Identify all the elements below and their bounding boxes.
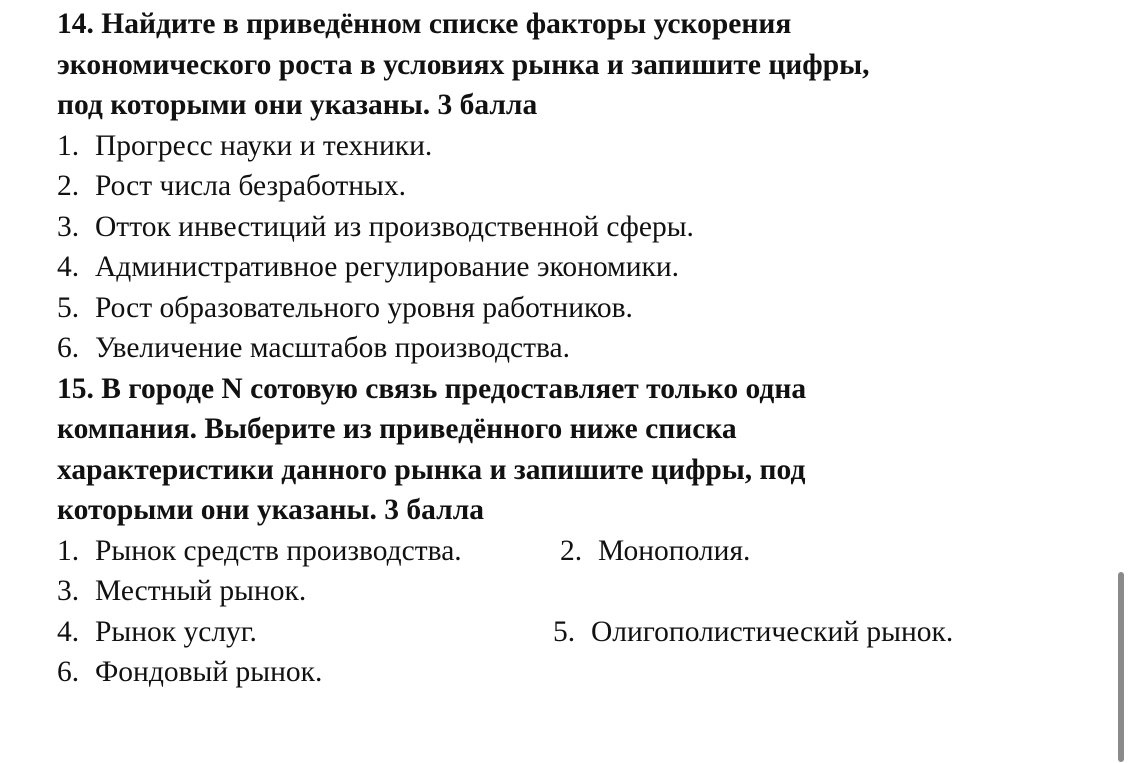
question-15-option — [57, 535, 462, 567]
option-number: 2. — [57, 170, 80, 202]
question-14-title-line: 14. Найдите в приведённом списке факторы ускорения — [57, 8, 792, 40]
option-number: 4. — [57, 251, 80, 283]
question-15-options — [57, 531, 1117, 693]
option-text: Увеличение масштабов производства. — [95, 332, 571, 364]
option-number: 3. — [57, 575, 80, 607]
question-14-title-line: под которыми они указаны. 3 балла — [57, 89, 538, 121]
question-15-title — [57, 369, 1117, 531]
question-15-option — [57, 656, 322, 688]
question-15-option-row — [57, 652, 1117, 693]
question-14-title — [57, 4, 1117, 126]
vertical-scrollbar[interactable] — [1118, 572, 1124, 762]
document-content — [57, 4, 1117, 693]
question-14-option — [57, 328, 1117, 369]
option-number: 5. — [553, 615, 576, 648]
option-text: Отток инвестиций из производственной сферы. — [95, 210, 694, 243]
question-14-option — [57, 166, 1117, 207]
question-14-option — [57, 288, 1117, 329]
question-15-option-row — [57, 571, 1117, 612]
question-15-option — [57, 616, 257, 648]
question-14-title-line: экономического роста в условиях рынка и запишите цифры, — [57, 48, 870, 81]
question-15-title-line: которыми они указаны. 3 балла — [57, 494, 485, 526]
option-text: Рост числа безработных. — [95, 170, 406, 202]
option-text: Фондовый рынок. — [95, 656, 323, 688]
option-text: Олигополистический рынок. — [591, 615, 954, 648]
option-number: 6. — [57, 656, 80, 688]
question-14-options — [57, 126, 1117, 369]
option-text: Прогресс науки и техники. — [95, 129, 433, 162]
question-15-title-line: характеристики данного рынка и запишите цифры, под — [57, 453, 806, 486]
option-number: 3. — [57, 210, 80, 243]
option-number: 6. — [57, 332, 80, 364]
option-number: 1. — [57, 534, 80, 567]
option-text: Местный рынок. — [95, 575, 307, 607]
option-number: 5. — [57, 291, 80, 324]
option-text: Монополия. — [598, 534, 751, 567]
question-15-title-line: 15. В городе N сотовую связь предоставляет только одна — [57, 372, 807, 405]
question-14-option — [57, 207, 1117, 248]
question-15-option — [553, 612, 953, 653]
option-number: 4. — [57, 615, 80, 648]
question-14-option — [57, 126, 1117, 167]
option-text: Административное регулирование экономики. — [95, 251, 679, 283]
option-number: 2. — [560, 534, 583, 567]
option-text: Рост образовательного уровня работников. — [95, 291, 633, 324]
option-text: Рынок средств производства. — [95, 534, 462, 567]
question-15-option-row — [57, 531, 1117, 572]
option-number: 1. — [57, 129, 80, 162]
question-15-option-row — [57, 612, 1117, 653]
question-15-option — [560, 531, 750, 572]
question-15-option — [57, 575, 306, 607]
question-14-option — [57, 247, 1117, 288]
option-text: Рынок услуг. — [95, 615, 257, 648]
question-15-title-line: компания. Выберите из приведённого ниже списка — [57, 413, 737, 445]
